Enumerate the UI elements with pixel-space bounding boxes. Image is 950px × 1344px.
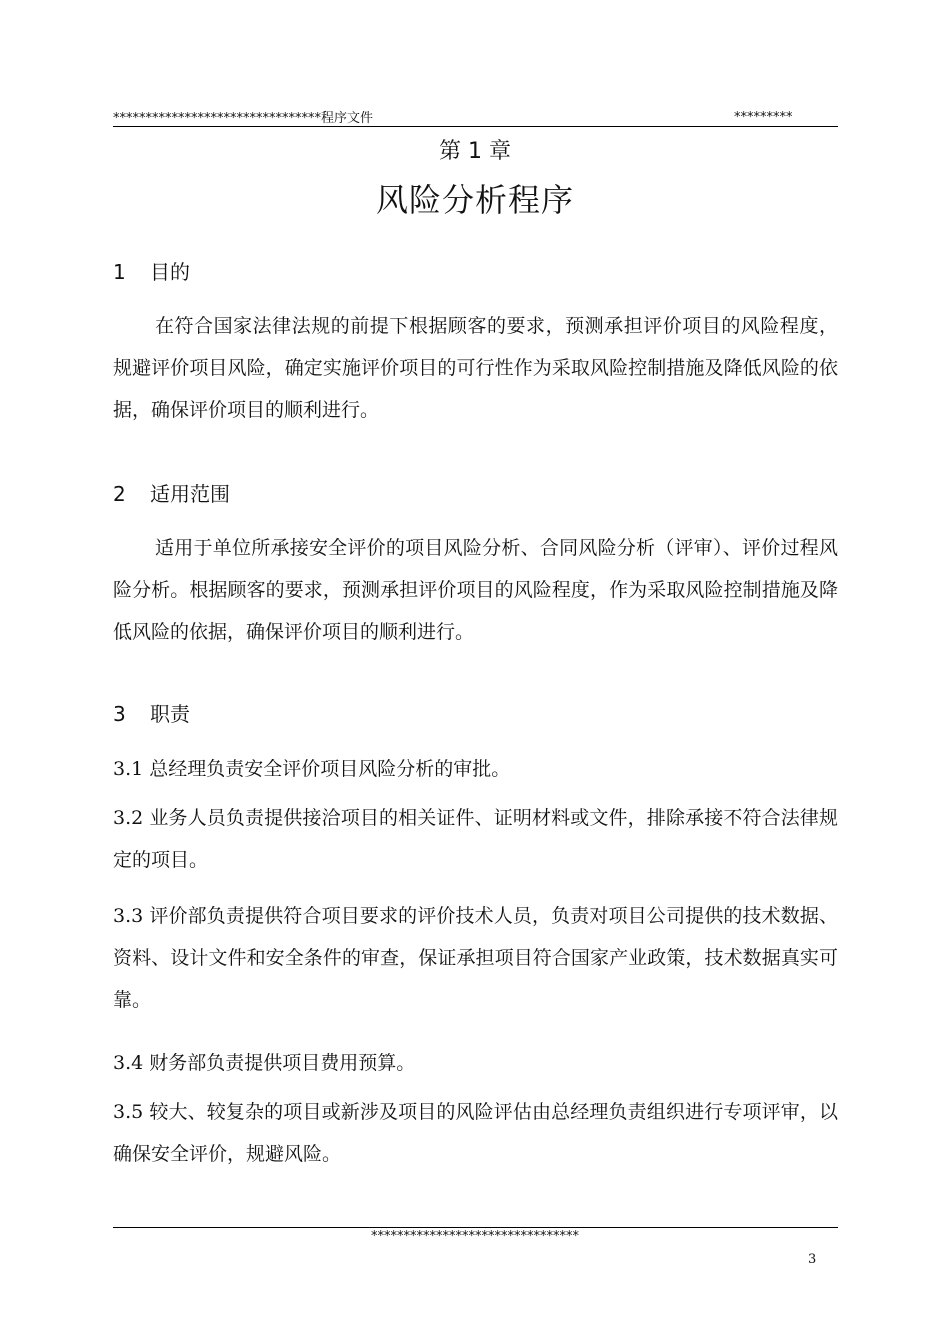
responsibility-item: 3.1 总经理负责安全评价项目风险分析的审批。 — [113, 758, 511, 780]
section-title: 目的 — [150, 260, 190, 284]
section-number: 1 — [113, 260, 126, 284]
responsibility-item: 3.2 业务人员负责提供接洽项目的相关证件、证明材料或文件，排除承接不符合法律规定的项目。 — [113, 807, 838, 871]
section-number: 3 — [113, 702, 126, 726]
footer-text: ******************************** — [371, 1229, 579, 1244]
section-number: 2 — [113, 482, 126, 506]
header-right-text: ********* — [734, 110, 793, 125]
section-heading-purpose — [113, 256, 190, 285]
section-heading-scope — [113, 478, 230, 507]
responsibility-item: 3.3 评价部负责提供符合项目要求的评价技术人员，负责对项目公司提供的技术数据、资料、设计文件和安全条件的审查，保证承担项目符合国家产业政策，技术数据真实可靠。 — [113, 905, 838, 1011]
responsibility-item: 3.5 较大、较复杂的项目或新涉及项目的风险评估由总经理负责组织进行专项评审，以确保安全评价，规避风险。 — [113, 1101, 838, 1165]
section-title: 职责 — [150, 702, 190, 726]
page-number: 3 — [808, 1252, 817, 1267]
responsibility-item: 3.4 财务部负责提供项目费用预算。 — [113, 1052, 416, 1074]
section-heading-responsibilities — [113, 698, 190, 727]
document-title: 风险分析程序 — [375, 181, 574, 219]
section-title: 适用范围 — [150, 482, 230, 506]
chapter-heading: 第 1 章 — [439, 139, 511, 164]
footer-rule — [113, 1227, 838, 1228]
paragraph: 在符合国家法律法规的前提下根据顾客的要求，预测承担评价项目的风险程度，规避评价项目风险，确定实施评价项目的可行性作为采取风险控制措施及降低风险的依据，确保评价项目的顺利进行。 — [113, 315, 838, 421]
header-rule — [113, 126, 838, 127]
header-left-text: ********************************程序文件 — [113, 111, 374, 126]
paragraph: 适用于单位所承接安全评价的项目风险分析、合同风险分析（评审）、评价过程风险分析。根据顾客的要求，预测承担评价项目的风险程度，作为采取风险控制措施及降低风险的依据，确保评价项目的顺利进行。 — [113, 537, 838, 643]
